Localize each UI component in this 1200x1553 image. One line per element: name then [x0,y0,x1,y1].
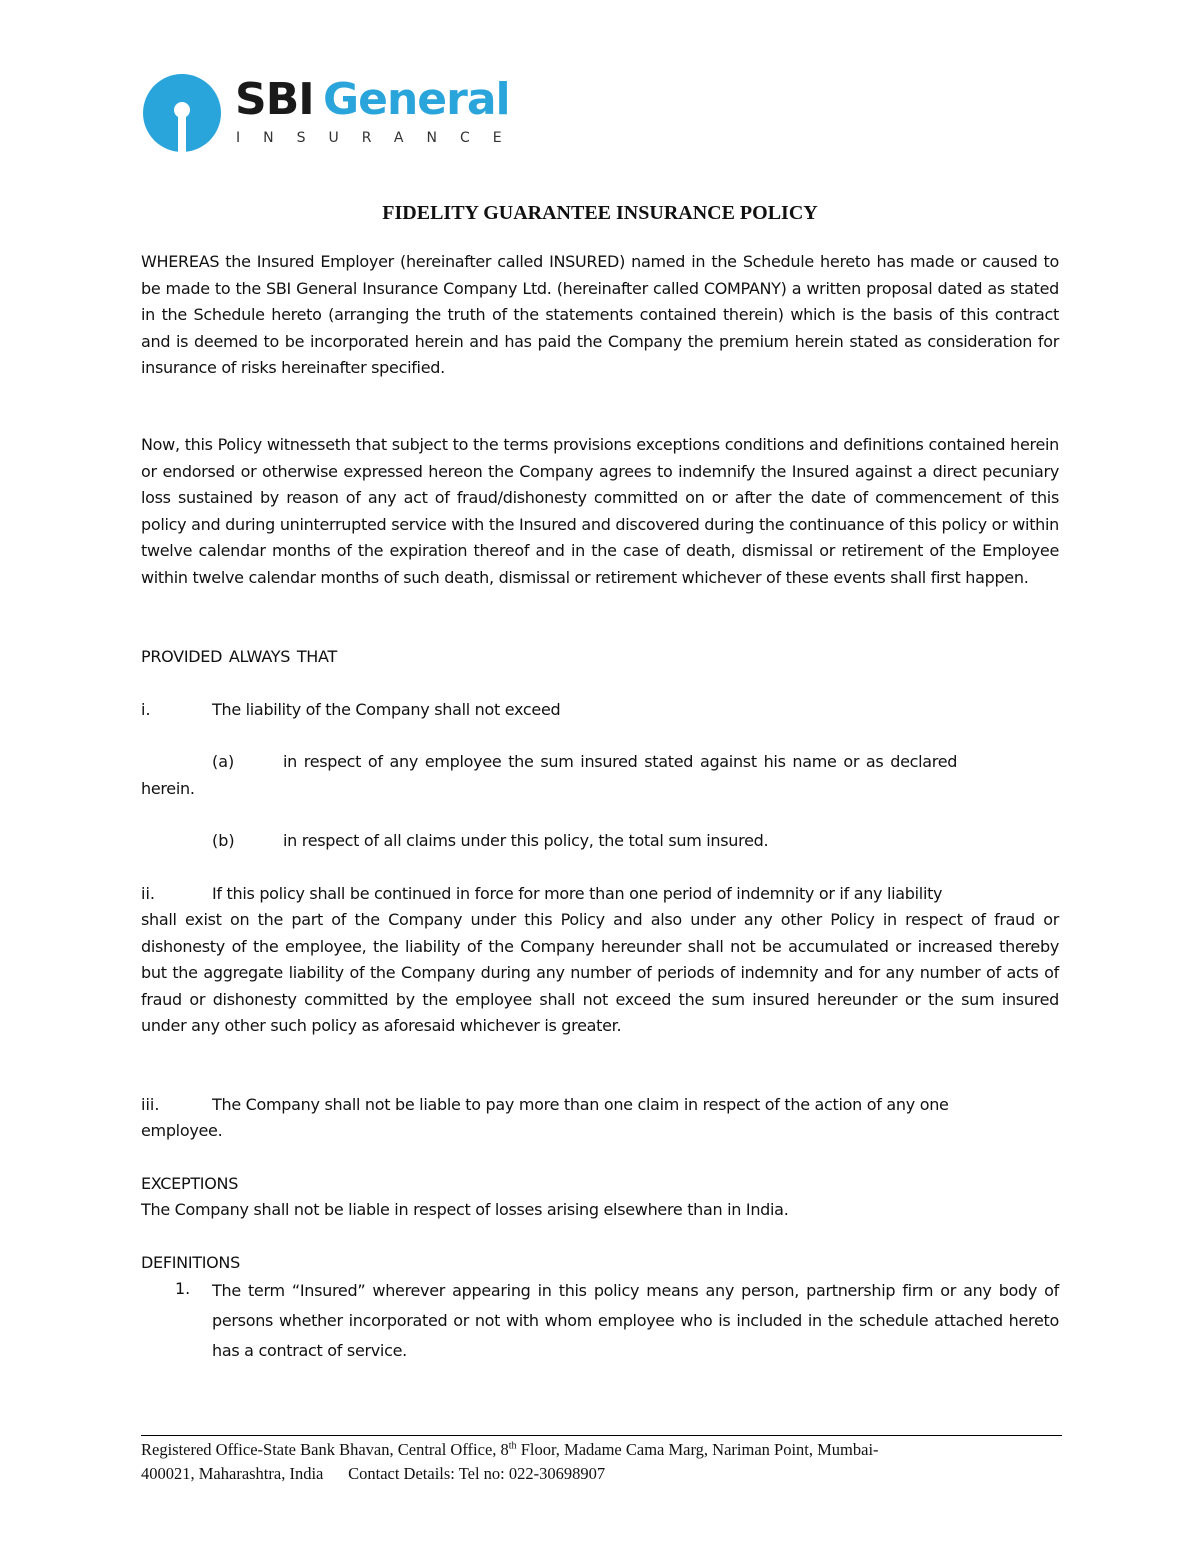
clause-a-text-line2: herein. [141,779,195,798]
sbi-keyhole-logo-icon [143,74,221,152]
clause-iii-number: iii. [141,1095,160,1114]
footer-divider [141,1435,1062,1436]
footer-line-1-a: Registered Office-State Bank Bhavan, Central Office, 8 [141,1440,509,1459]
provided-always-heading: PROVIDED ALWAYS THAT [141,647,337,666]
whereas-paragraph: WHEREAS the Insured Employer (hereinafter called INSURED) named in the Schedule hereto has made or caused to be made to the SBI General Insurance Company Ltd. (hereinafter called COMPANY) a written proposal dated as stated in the Schedule hereto (arranging the truth of the statements contained therein) which is the basis of this contract and is deemed to be incorporated herein and has paid the Company the premium herein stated as consideration for insurance of risks hereinafter specified. [141,252,1059,377]
clause-ii-text-line1: If this policy shall be continued in force for more than one period of indemnity or if any liability [212,884,943,903]
clause-ii-text-rest: shall exist on the part of the Company under this Policy and also under any other Policy in respect of fraud or dishonesty of the employee, the liability of the Company hereunder shall not be accumulated or increased thereby but the aggregate liability of the Company during any number of periods of indemnity and for any number of acts of fraud or dishonesty committed by the employee shall not exceed the sum insured hereunder or the sum insured under any other such policy as aforesaid whichever is greater. [141,910,1059,1035]
clause-a-number: (a) [212,752,235,771]
company-logo [143,74,525,154]
definition-1-text: The term “Insured” wherever appearing in this policy means any person, partnership firm or any body of persons whether incorporated or not with whom employee who is included in the schedule attached hereto has a contract of service. [212,1281,1059,1360]
clause-iii-text-line1: The Company shall not be liable to pay more than one claim in respect of the action of any one [212,1095,949,1114]
clause-i-number: i. [141,700,151,719]
now-paragraph: Now, this Policy witnesseth that subject to the terms provisions exceptions conditions and definitions contained herein or endorsed or otherwise expressed hereon the Company agrees to indemnify the Insured against a direct pecuniary loss sustained by reason of any act of fraud/dishonesty committed on or after the date of commencement of this policy and during uninterrupted service with the Insured and discovered during the continuance of this policy or within twelve calendar months of the expiration thereof and in the case of death, dismissal or retirement of the Employee within twelve calendar months of such death, dismissal or retirement whichever of these events shall first happen. [141,435,1059,587]
exceptions-text: The Company shall not be liable in respect of losses arising elsewhere than in India. [141,1200,789,1219]
footer-address [141,1438,1062,1486]
clause-a-text-line1: in respect of any employee the sum insured stated against his name or as declared [283,752,958,771]
clause-i-text: The liability of the Company shall not exceed [212,700,561,719]
clause-iii-text-line2: employee. [141,1121,223,1140]
footer-line-1-sup: th [508,1440,517,1452]
definition-1-number: 1. [175,1279,191,1298]
logo-brand-sbi: SBI [235,74,314,125]
logo-brand-subtitle: INSURANCE [236,130,525,146]
definitions-heading: DEFINITIONS [141,1253,240,1272]
footer-line-1 [141,1438,1062,1462]
clause-b-text: in respect of all claims under this policy, the total sum insured. [283,831,769,850]
clause-ii-number: ii. [141,884,155,903]
footer-line-1-b: Floor, Madame Cama Marg, Nariman Point, Mumbai- [516,1440,879,1459]
clause-b-number: (b) [212,831,235,850]
document-title: FIDELITY GUARANTEE INSURANCE POLICY [382,202,818,224]
exceptions-heading: EXCEPTIONS [141,1174,239,1193]
logo-brand-general: General [323,74,510,125]
footer-line-2: 400021, Maharashtra, India Contact Details: Tel no: 022-30698907 [141,1464,606,1483]
